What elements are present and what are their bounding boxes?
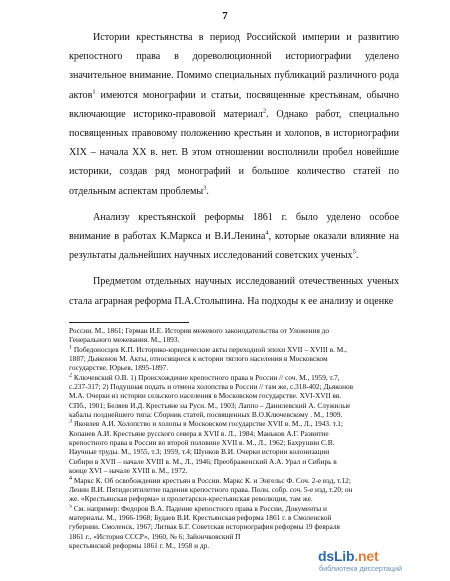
footnote-line (69, 401, 399, 410)
footnote-line (69, 504, 399, 513)
text-run: Предметом отдельных научных исследований отечественных ученых стала аграрная реформа П.А.Столыпина. На подходы к ее анализу и оценке (69, 276, 399, 307)
footnote-text: 1887; Дьяконов М. Акты, относящиеся к истории тяглого населения в Московском (69, 354, 328, 364)
footnote-line (69, 457, 399, 466)
footnote-line (69, 522, 399, 531)
footnote-text: Сибири в XVII – начале XVIII в. М., Л., 1946; Преображенский А.А. Урал и Сибирь в (69, 456, 337, 466)
footnote-line (69, 373, 399, 382)
footnote-line (69, 345, 399, 354)
footnote-number: 3 (69, 419, 72, 425)
footnote-text: Научные труды. М., 1955, т.3; 1959, т.4; Шунков В.И. Очерки истории колонизации (69, 447, 330, 457)
footnote-line (69, 532, 399, 541)
footnote-line (69, 438, 399, 447)
text-run: . Однако работ, специально посвященных правовому положению крестьян и холопов, в историографии XIX – начала XX в. нет. В этом отношении восполнили пробел новейшие историки, создав ряд монографий и большое количество статей по отдельным аспектам проблемы (69, 108, 400, 197)
footnote-text: кабалы позднейшего типа: Сборник статей, посвященных В.О.Ключевскому . М., 1909. (69, 410, 343, 420)
footnote-ref: 1 (92, 88, 96, 96)
footnote-line (69, 485, 399, 494)
footnote-text: Копанев А.И. Крестьяне русского севера в XVII в. Л., 1984; Маньков А.Г. Развитие (69, 428, 329, 438)
footnote-number: 2 (69, 372, 72, 379)
footnotes (69, 326, 399, 550)
footnote-text: России. М., 1861; Герман И.Е. История межевого законодательства от Уложения до (69, 326, 330, 335)
footnote-line (69, 476, 399, 485)
footnote-line (69, 391, 399, 400)
footnote-text: материалы. М., 1966-1968; Будаев В.И. Крестьянская реформа 1861 г. в Смоленской (69, 512, 332, 522)
footnote-text: Маркс К. Об освобождении крестьян в России. Маркс К. и Энгельс Ф. Соч. 2-е изд, т.12; (73, 475, 351, 485)
footnote-line (69, 363, 399, 372)
footnote-text: Ключевский О.В. 1) Происхождение крепостного права в России // соч. М., 1959, т.7, (73, 372, 340, 382)
footnote-text: губернии. Смоленск, 1967; Литвак Б.Г. Советская историография реформы 19 февраля (69, 522, 340, 532)
footnote-text: Ленин В.И. Пятидесятилетие падения крепостного права. Полн. собр. соч. 5-е изд, т.20; он (69, 484, 353, 494)
footnote-line (69, 447, 399, 456)
footnote-text: конце XVI – начале XVIII в. М., 1972. (69, 466, 188, 476)
footnote-text: М.А. Очерки из истории сельского населения в Московском государстве. XVI-XVII вв. (69, 391, 342, 401)
watermark-logo (318, 548, 446, 574)
footnote-ref: 3 (203, 184, 207, 192)
text-run: , которые оказали влияние на результаты дальнейших научных исследований советских ученых (69, 231, 399, 262)
footnote-text: с.237-317; 2) Подушная подать и отмена холопства в России // там же, с.318-402; Дьяконов (69, 382, 354, 392)
footnote-text: Генерального межевания. М., 1893. (69, 335, 180, 345)
main-text (69, 28, 399, 311)
footnote-line (69, 419, 399, 428)
footnote-text: крепостного права в России во второй половине XVII в. М., Л., 1962; Бахрушин С.В. (69, 438, 335, 448)
footnote-ref: 5 (352, 248, 356, 256)
text-run: Истории крестьянства в период Российской империи и развитию крепостного права в дореволюционной историографии уделено значительное внимание. Помимо специальных публикаций различного рода актов (69, 32, 399, 101)
footnote-line (69, 513, 399, 522)
paragraph (69, 272, 399, 310)
footnote-line (69, 354, 399, 363)
footnote-line (69, 466, 399, 475)
footnote-line (69, 410, 399, 419)
footnote-line (69, 326, 399, 335)
footnote-number: 4 (69, 475, 72, 482)
footnote-text: крестьянской реформы 1861 г. М., 1958 и др. (69, 540, 210, 550)
footnote-text: 1861 г., «История СССР», 1960, № 6; Зайончковский П (69, 531, 241, 541)
footnote-number: 5 (69, 503, 72, 510)
footnote-line (69, 494, 399, 503)
watermark-wordmark: dsLib.net (318, 548, 379, 564)
text-run: . (355, 250, 359, 262)
footnote-separator (69, 322, 189, 323)
footnote-text: Победоносцев К.П. Историко-юридические акты переходной эпохи XVII – XVIII в. М., (73, 344, 347, 354)
footnote-text: Яковлев А.И. Холопство и холопы в Московском государстве XVII в. М., Л., 1943. т.1; (73, 419, 343, 429)
footnote-text: СПб., 1901; Беляев И.Д. Крестьяне на Руси. М., 1903; Лаппо – Данилевский А. Служилые (69, 400, 351, 410)
paragraph (69, 208, 399, 266)
footnote-line (69, 382, 399, 391)
footnote-ref: 4 (265, 229, 269, 237)
text-run: имеются монографии и статьи, посвященные крестьянам, обычно включающие историко-правовой материал (69, 89, 399, 120)
page-number: 7 (222, 10, 228, 22)
text-run: . (206, 185, 209, 197)
text-run: Анализу крестьянской реформы 1861 г. было уделено особое внимание в работах К.Маркса и В.И.Ленина (69, 211, 399, 243)
footnote-text: же. «Крестьянская реформа» и пролетарски-крестьянская революция, там же. (69, 494, 313, 504)
footnote-number: 1 (69, 344, 72, 351)
footnote-line (69, 335, 399, 344)
footnote-text: См. например: Федоров В.А. Падение крепостного права в России, Документы и (73, 503, 327, 513)
footnote-ref: 2 (262, 107, 267, 115)
paragraph (69, 28, 399, 201)
footnote-line (69, 429, 399, 438)
watermark-subtitle: библиотека диссертаций (319, 564, 403, 573)
footnote-text: государстве. Юрьев, 1895-1897. (69, 363, 169, 373)
